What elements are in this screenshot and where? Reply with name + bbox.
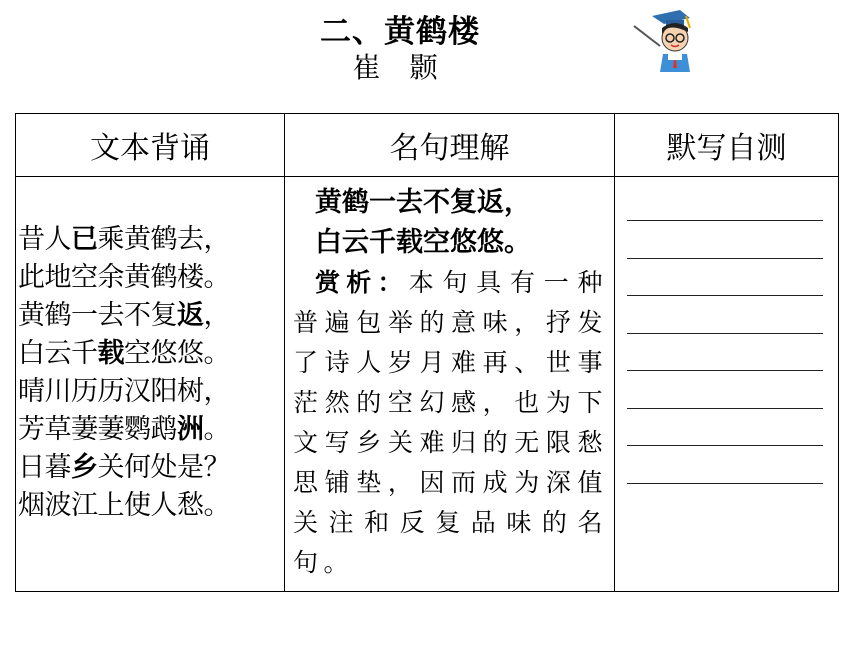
poem-line	[16, 411, 284, 449]
poem-line	[16, 259, 284, 297]
poem-line	[16, 449, 284, 487]
dictation-blank-line[interactable]	[627, 483, 823, 484]
key-character: 载	[97, 338, 124, 369]
lesson-title: 二、黄鹤楼	[320, 14, 480, 50]
famous-line-2: 白云千载空悠悠。	[315, 227, 531, 258]
key-character: 洲	[177, 414, 204, 445]
poem-author: 崔 颢	[352, 51, 448, 84]
poem-text-segment: 关何处是？	[97, 452, 230, 483]
poem-text-segment: ，	[203, 300, 230, 331]
poem-text-segment: 烟波江上使人愁。	[18, 490, 230, 521]
dictation-practice-cell	[615, 177, 839, 592]
poem-text-segment: 芳草萋萋鹦鹉	[18, 414, 177, 445]
famous-line-1: 黄鹤一去不复返，	[315, 187, 531, 218]
poem-line	[16, 373, 284, 411]
dictation-blank-line[interactable]	[627, 445, 823, 446]
dictation-blank-line[interactable]	[627, 258, 823, 259]
poem-text-segment: 白云千	[18, 338, 98, 369]
poem-line	[16, 487, 284, 525]
poem-text-segment: 乘黄鹤去，	[97, 224, 230, 255]
analysis-cell	[285, 177, 615, 592]
table-header-row	[16, 114, 839, 177]
key-character: 返	[177, 300, 204, 331]
poem-text-segment: 空悠悠。	[124, 338, 230, 369]
table-body-row	[16, 177, 839, 592]
dictation-blank-line[interactable]	[627, 370, 823, 371]
poem-text-cell	[16, 177, 285, 592]
poem-text-segment: 晴川历历汉阳树，	[18, 376, 230, 407]
key-character: 已	[71, 224, 98, 255]
dictation-blank-line[interactable]	[627, 333, 823, 334]
key-character: 乡	[71, 452, 98, 483]
poem-text-segment: 此地空余黄鹤楼。	[18, 262, 230, 293]
poem-text-segment: 黄鹤一去不复	[18, 300, 177, 331]
dictation-blank-line[interactable]	[627, 295, 823, 296]
student-mascot-icon	[630, 6, 700, 76]
header-recite: 文本背诵	[16, 114, 285, 177]
dictation-blank-line[interactable]	[627, 408, 823, 409]
poem-text-segment: 昔人	[18, 224, 71, 255]
poem-text-segment: 日暮	[18, 452, 71, 483]
poem-verse-lines	[16, 221, 284, 525]
poem-study-table	[15, 113, 839, 592]
appreciation-text: 本句具有一种普遍包举的意味，抒发了诗人岁月难再、世事茫然的空幻感，也为下文写乡关难归的无限愁思铺垫，因而成为深值关注和反复品味的名句。	[293, 268, 608, 577]
poem-line	[16, 221, 284, 259]
poem-text-segment: 。	[203, 414, 230, 445]
poem-line	[16, 335, 284, 373]
appreciation-paragraph	[293, 263, 608, 583]
header-dictation: 默写自测	[615, 114, 839, 177]
poem-line	[16, 297, 284, 335]
appreciation-label: 赏析：	[315, 268, 409, 297]
header-understand: 名句理解	[285, 114, 615, 177]
dictation-blank-line[interactable]	[627, 220, 823, 221]
